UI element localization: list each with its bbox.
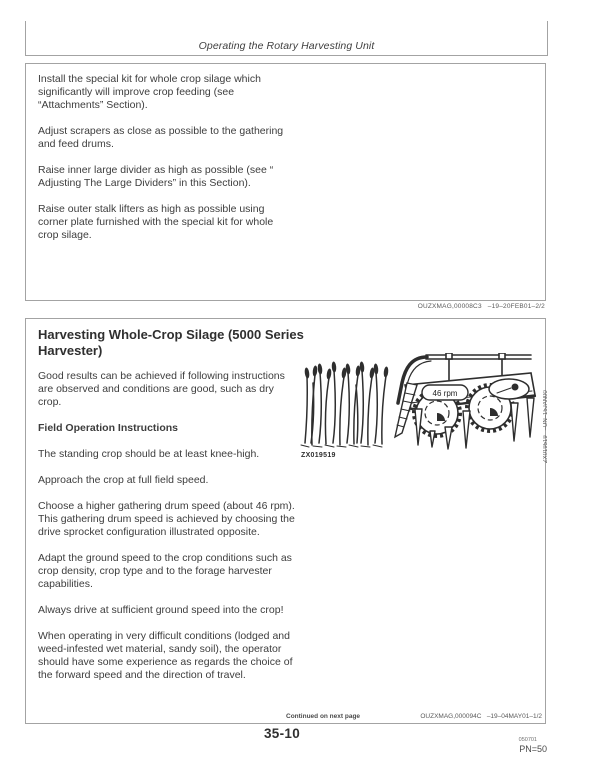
paragraph: The standing crop should be at least knee-high. [38, 448, 260, 460]
paragraph: Raise outer stalk lifters as high as possible using corner plate furnished with the special kit for whole crop silage. [38, 203, 274, 241]
paragraph: Choose a higher gathering drum speed (about 46 rpm). This gathering drum speed is achieved by choosing the drive sprocket configuration illustrated opposite. [38, 500, 295, 538]
reference-code: OUZXMAG,00008C3 –19–20FEB01–2/2 [417, 303, 545, 310]
figure-side-code: ZX019519 –UN–15JAN00 [543, 390, 549, 463]
section-whole-crop-kit [25, 63, 546, 301]
paragraph: Good results can be achieved if following instructions are observed and conditions are good, such as dry crop. [38, 370, 285, 408]
paragraph: Always drive at sufficient ground speed into the crop! [38, 604, 284, 616]
figure-caption: ZX019519 [301, 452, 336, 459]
text-column [38, 370, 300, 682]
paragraph: Approach the crop at full field speed. [38, 474, 209, 486]
continued-note: Continued on next page [286, 713, 361, 720]
reference-code: OUZXMAG,000094C –19–04MAY01–1/2 [420, 713, 542, 720]
page-header-title: Operating the Rotary Harvesting Unit [198, 40, 375, 52]
pn-code: PN=50 [519, 744, 547, 754]
running-header [25, 21, 548, 56]
sub-heading: Field Operation Instructions [38, 422, 179, 434]
paragraph: Adapt the ground speed to the crop conditions such as crop density, crop type and to the forage harvester capabilities. [38, 552, 292, 590]
harvester-illustration [299, 353, 537, 451]
paragraph: Adjust scrapers as close as possible to the gathering and feed drums. [38, 125, 284, 150]
print-date-code: 050701 [518, 737, 537, 743]
paragraph: When operating in very difficult conditions (lodged and weed-infested wet material, sandy soil), the operator should have some experience as regards the choice of the forward speed and the direction of travel. [38, 630, 293, 681]
section-harvesting-silage [25, 318, 549, 724]
figure-drum-speed [299, 353, 547, 467]
page-number: 35-10 [263, 726, 301, 741]
paragraph: Install the special kit for whole crop silage which significantly will improve crop feeding (see “Attachments” Section). [38, 73, 261, 111]
drum-speed-label: 46 rpm [432, 389, 458, 398]
paragraph: Raise inner large divider as high as possible (see “ Adjusting The Large Dividers” in this Section). [38, 164, 274, 189]
section-title: Harvesting Whole-Crop Silage (5000 Series Harvester) [38, 327, 304, 358]
